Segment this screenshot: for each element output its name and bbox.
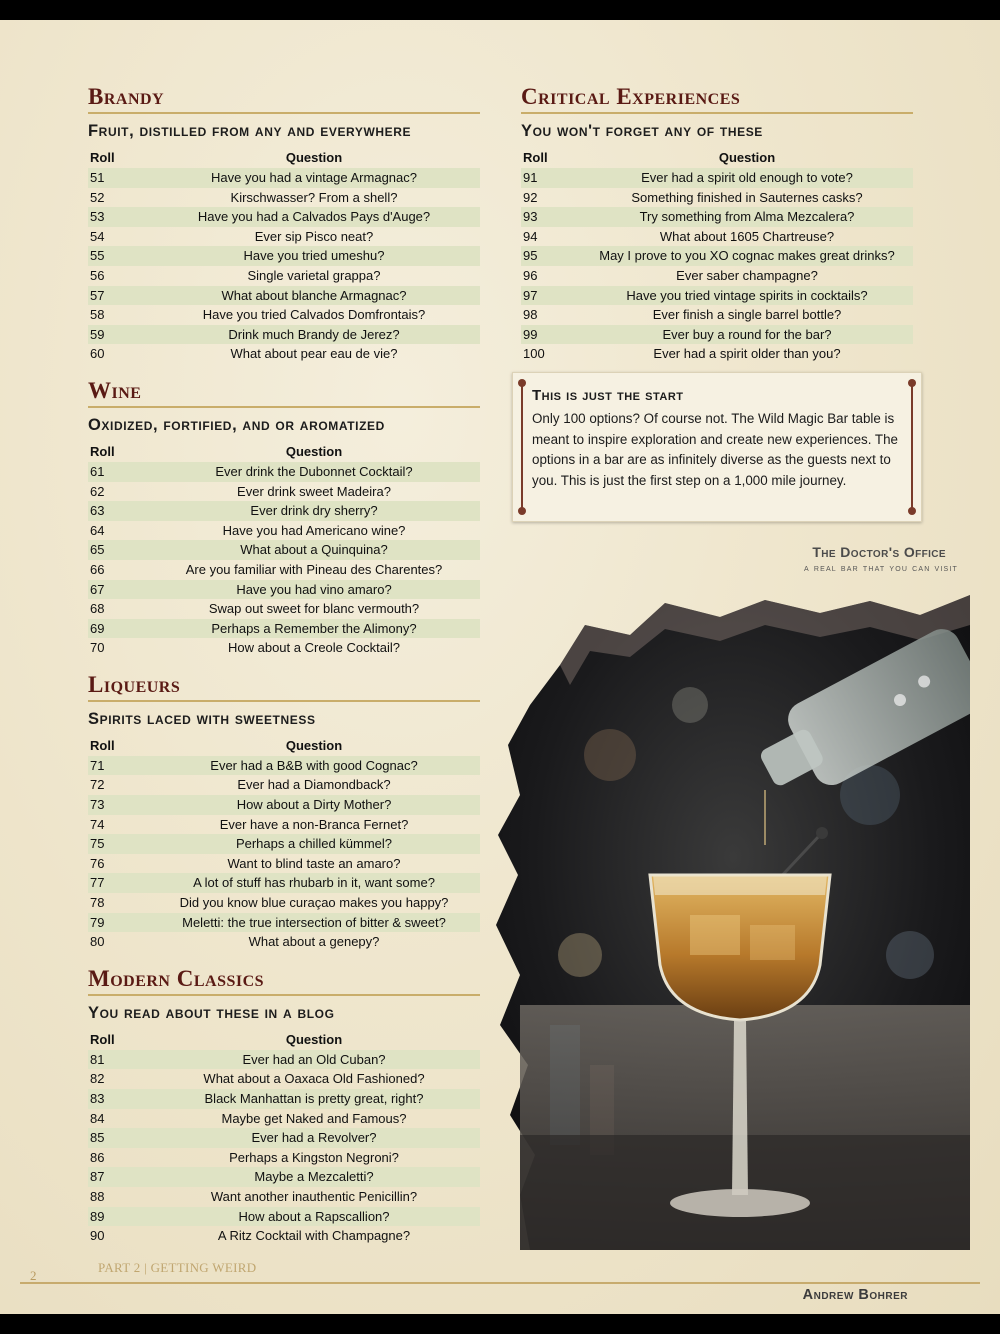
table-row (88, 266, 480, 286)
question-text: Ever had a spirit old enough to vote? (581, 168, 913, 188)
question-text: Ever had a Revolver? (148, 1128, 480, 1148)
roll-table (88, 1030, 480, 1246)
roll-number: 86 (90, 1149, 105, 1165)
roll-number: 66 (90, 561, 105, 577)
roll-number: 91 (521, 168, 581, 188)
question-text: What about pear eau de vie? (230, 346, 398, 362)
roll-number: 63 (88, 501, 148, 521)
question-text: Want another inauthentic Penicillin? (210, 1188, 418, 1204)
question-text: Ever had a Diamondback? (237, 777, 391, 793)
roll-number: 94 (523, 228, 538, 244)
question-text: How about a Rapscallion? (148, 1207, 480, 1227)
table-row (521, 305, 913, 325)
table-row (88, 1089, 480, 1109)
roll-number: 65 (88, 540, 148, 560)
roll-number: 56 (90, 267, 105, 283)
roll-number: 57 (88, 286, 148, 306)
question-text: Ever had a B&B with good Cognac? (148, 756, 480, 776)
roll-number: 99 (521, 325, 581, 345)
question-text: Kirschwasser? From a shell? (230, 189, 398, 205)
roll-header: Roll (90, 443, 115, 459)
table-row (88, 305, 480, 325)
table-row (88, 599, 480, 619)
roll-number: 80 (90, 934, 105, 950)
roll-number: 76 (90, 855, 105, 871)
roll-header: Roll (90, 150, 115, 165)
page (0, 20, 1000, 1314)
question-text: Have you tried vintage spirits in cocktails? (581, 286, 913, 306)
table-row (88, 795, 480, 815)
question-header: Question (285, 150, 343, 165)
question-text: Single varietal grappa? (247, 267, 381, 283)
table-row (88, 501, 480, 521)
roll-number: 89 (88, 1207, 148, 1227)
roll-table (88, 736, 480, 952)
table-row (521, 168, 913, 188)
question-text: May I prove to you XO cognac makes great drinks? (581, 246, 913, 266)
table-row (88, 540, 480, 560)
roll-number: 54 (90, 228, 105, 244)
question-text: Have you had a Calvados Pays d'Auge? (148, 207, 480, 227)
roll-number: 62 (90, 483, 105, 499)
roll-number: 77 (88, 873, 148, 893)
question-header: Question (285, 1031, 343, 1047)
roll-number: 83 (88, 1089, 148, 1109)
note-right-ornament (911, 381, 913, 513)
table-row (88, 1226, 480, 1246)
table-row (521, 246, 913, 266)
question-text: What about a Oaxaca Old Fashioned? (203, 1071, 425, 1087)
roll-number: 92 (523, 189, 538, 205)
table-row (521, 286, 913, 306)
roll-number: 72 (90, 777, 105, 793)
table-row (88, 1128, 480, 1148)
roll-number: 74 (90, 816, 105, 832)
footer-rule (20, 1282, 980, 1284)
cocktail-photo (490, 595, 970, 1250)
roll-number: 98 (523, 307, 538, 323)
roll-number: 79 (88, 913, 148, 933)
question-header: Question (285, 737, 343, 753)
question-header: Question (285, 443, 343, 459)
footer-section: PART 2 | GETTING WEIRD (98, 1260, 257, 1275)
table-row (521, 227, 913, 247)
table-row (88, 580, 480, 600)
table-row (88, 619, 480, 639)
roll-table (521, 148, 913, 364)
roll-header: Roll (90, 737, 115, 753)
roll-number: 95 (521, 246, 581, 266)
roll-number: 73 (88, 795, 148, 815)
author-name: Andrew Bohrer (802, 1287, 908, 1303)
table-row (88, 227, 480, 247)
sidebar-note (512, 372, 922, 522)
roll-number: 52 (90, 189, 105, 205)
roll-number: 55 (88, 246, 148, 266)
table-row (88, 756, 480, 776)
roll-number: 64 (90, 522, 105, 538)
section-wine (88, 378, 480, 658)
table-row (88, 893, 480, 913)
section-title: Modern Classics (88, 966, 480, 996)
question-text: Meletti: the true intersection of bitter & sweet? (148, 913, 480, 933)
roll-number: 97 (521, 286, 581, 306)
question-text: Have you tried umeshu? (148, 246, 480, 266)
section-title: Liqueurs (88, 672, 480, 702)
table-row (88, 560, 480, 580)
question-text: What about blanche Armagnac? (148, 286, 480, 306)
question-text: Ever sip Pisco neat? (254, 228, 374, 244)
question-text: A lot of stuff has rhubarb in it, want some? (148, 873, 480, 893)
question-text: Have you had Americano wine? (222, 522, 406, 538)
table-row (521, 188, 913, 208)
table-row (88, 815, 480, 835)
table-row (88, 1207, 480, 1227)
roll-number: 53 (88, 207, 148, 227)
roll-table (88, 442, 480, 658)
question-text: Something finished in Sauternes casks? (631, 189, 863, 205)
table-row (521, 207, 913, 227)
question-text: Ever drink sweet Madeira? (237, 483, 391, 499)
question-header: Question (718, 150, 776, 165)
table-row (88, 207, 480, 227)
question-text: Ever have a non-Branca Fernet? (219, 816, 409, 832)
question-text: Ever drink dry sherry? (148, 501, 480, 521)
table-row (88, 286, 480, 306)
note-body: Only 100 options? Of course not. The Wild Magic Bar table is meant to inspire exploration and create new experiences. The options in a bar are as infinitely diverse as the guests next to you. This is just the first step on a 1,000 mile journey. (532, 411, 898, 488)
page-number: 2 (30, 1268, 37, 1283)
question-text: What about 1605 Chartreuse? (659, 228, 835, 244)
table-row (88, 638, 480, 658)
roll-number: 78 (90, 895, 105, 911)
roll-number: 96 (523, 267, 538, 283)
table-row (521, 344, 913, 364)
table-row (88, 1069, 480, 1089)
question-text: Swap out sweet for blanc vermouth? (208, 601, 420, 617)
table-row (88, 913, 480, 933)
table-row (88, 1187, 480, 1207)
table-row (88, 344, 480, 364)
question-text: How about a Creole Cocktail? (228, 640, 400, 656)
section-brandy (88, 84, 480, 364)
section-title: Critical Experiences (521, 84, 913, 114)
question-text: Maybe get Naked and Famous? (221, 1110, 407, 1126)
roll-number: 58 (90, 307, 105, 323)
section-critical-experiences (521, 84, 913, 364)
question-text: Have you tried Calvados Domfrontais? (202, 307, 426, 323)
table-row (88, 1148, 480, 1168)
table-row (88, 1050, 480, 1070)
question-text: Ever had a spirit older than you? (653, 346, 841, 362)
roll-header: Roll (90, 1031, 115, 1047)
roll-number: 68 (90, 601, 105, 617)
roll-number: 85 (88, 1128, 148, 1148)
question-text: Ever finish a single barrel bottle? (652, 307, 842, 323)
roll-number: 59 (88, 325, 148, 345)
roll-number: 71 (88, 756, 148, 776)
question-text: Have you had vino amaro? (148, 580, 480, 600)
roll-number: 93 (521, 207, 581, 227)
roll-number: 81 (88, 1050, 148, 1070)
table-row (88, 462, 480, 482)
question-text: What about a genepy? (248, 934, 380, 950)
section-modern-classics (88, 966, 480, 1246)
section-subtitle: You won't forget any of these (521, 122, 763, 140)
section-subtitle: Oxidized, fortified, and or aromatized (88, 415, 385, 434)
section-subtitle: Spirits laced with sweetness (88, 709, 316, 728)
question-text: Did you know blue curaçao makes you happy? (179, 895, 449, 911)
roll-number: 82 (90, 1071, 105, 1087)
question-text: Perhaps a chilled kümmel? (148, 834, 480, 854)
roll-header: Roll (523, 150, 548, 165)
question-text: Perhaps a Kingston Negroni? (229, 1149, 399, 1165)
roll-number: 88 (90, 1188, 105, 1204)
section-subtitle: Fruit, distilled from any and everywhere (88, 122, 412, 140)
table-row (88, 932, 480, 952)
table-row (88, 775, 480, 795)
roll-number: 100 (523, 346, 545, 362)
question-text: Ever saber champagne? (676, 267, 818, 283)
question-text: How about a Dirty Mother? (148, 795, 480, 815)
section-title: Brandy (88, 84, 480, 114)
section-subtitle: You read about these in a blog (88, 1003, 335, 1022)
question-text: What about a Quinquina? (148, 540, 480, 560)
roll-number: 75 (88, 834, 148, 854)
table-row (88, 188, 480, 208)
note-title: This is just the start (532, 387, 684, 404)
table-row (88, 482, 480, 502)
table-row (88, 325, 480, 345)
roll-number: 90 (90, 1228, 105, 1244)
right-column (521, 84, 913, 378)
question-text: Maybe a Mezcaletti? (148, 1167, 480, 1187)
question-text: Ever had an Old Cuban? (148, 1050, 480, 1070)
question-text: Perhaps a Remember the Alimony? (148, 619, 480, 639)
section-title: Wine (88, 378, 480, 408)
question-text: Have you had a vintage Armagnac? (148, 168, 480, 188)
question-text: Try something from Alma Mezcalera? (581, 207, 913, 227)
roll-number: 67 (88, 580, 148, 600)
table-row (88, 246, 480, 266)
table-row (88, 854, 480, 874)
roll-number: 84 (90, 1110, 105, 1126)
table-row (88, 521, 480, 541)
table-row (88, 873, 480, 893)
section-liqueurs (88, 672, 480, 952)
roll-number: 87 (88, 1167, 148, 1187)
note-left-ornament (521, 381, 523, 513)
roll-number: 70 (90, 640, 105, 656)
roll-number: 60 (90, 346, 105, 362)
roll-table (88, 148, 480, 364)
left-column (88, 84, 480, 1260)
table-row (521, 325, 913, 345)
question-text: Black Manhattan is pretty great, right? (148, 1089, 480, 1109)
question-text: A Ritz Cocktail with Champagne? (217, 1228, 411, 1244)
roll-number: 61 (88, 462, 148, 482)
question-text: Ever buy a round for the bar? (581, 325, 913, 345)
roll-number: 51 (88, 168, 148, 188)
question-text: Want to blind taste an amaro? (227, 855, 401, 871)
question-text: Ever drink the Dubonnet Cocktail? (148, 462, 480, 482)
question-text: Drink much Brandy de Jerez? (148, 325, 480, 345)
image-caption-title: The Doctor's Office (812, 544, 946, 560)
question-text: Are you familiar with Pineau des Charentes? (185, 561, 443, 577)
table-row (88, 1109, 480, 1129)
table-row (88, 168, 480, 188)
table-row (88, 1167, 480, 1187)
image-caption-subtitle: a real bar that you can visit (803, 563, 958, 574)
table-row (521, 266, 913, 286)
table-row (88, 834, 480, 854)
roll-number: 69 (88, 619, 148, 639)
